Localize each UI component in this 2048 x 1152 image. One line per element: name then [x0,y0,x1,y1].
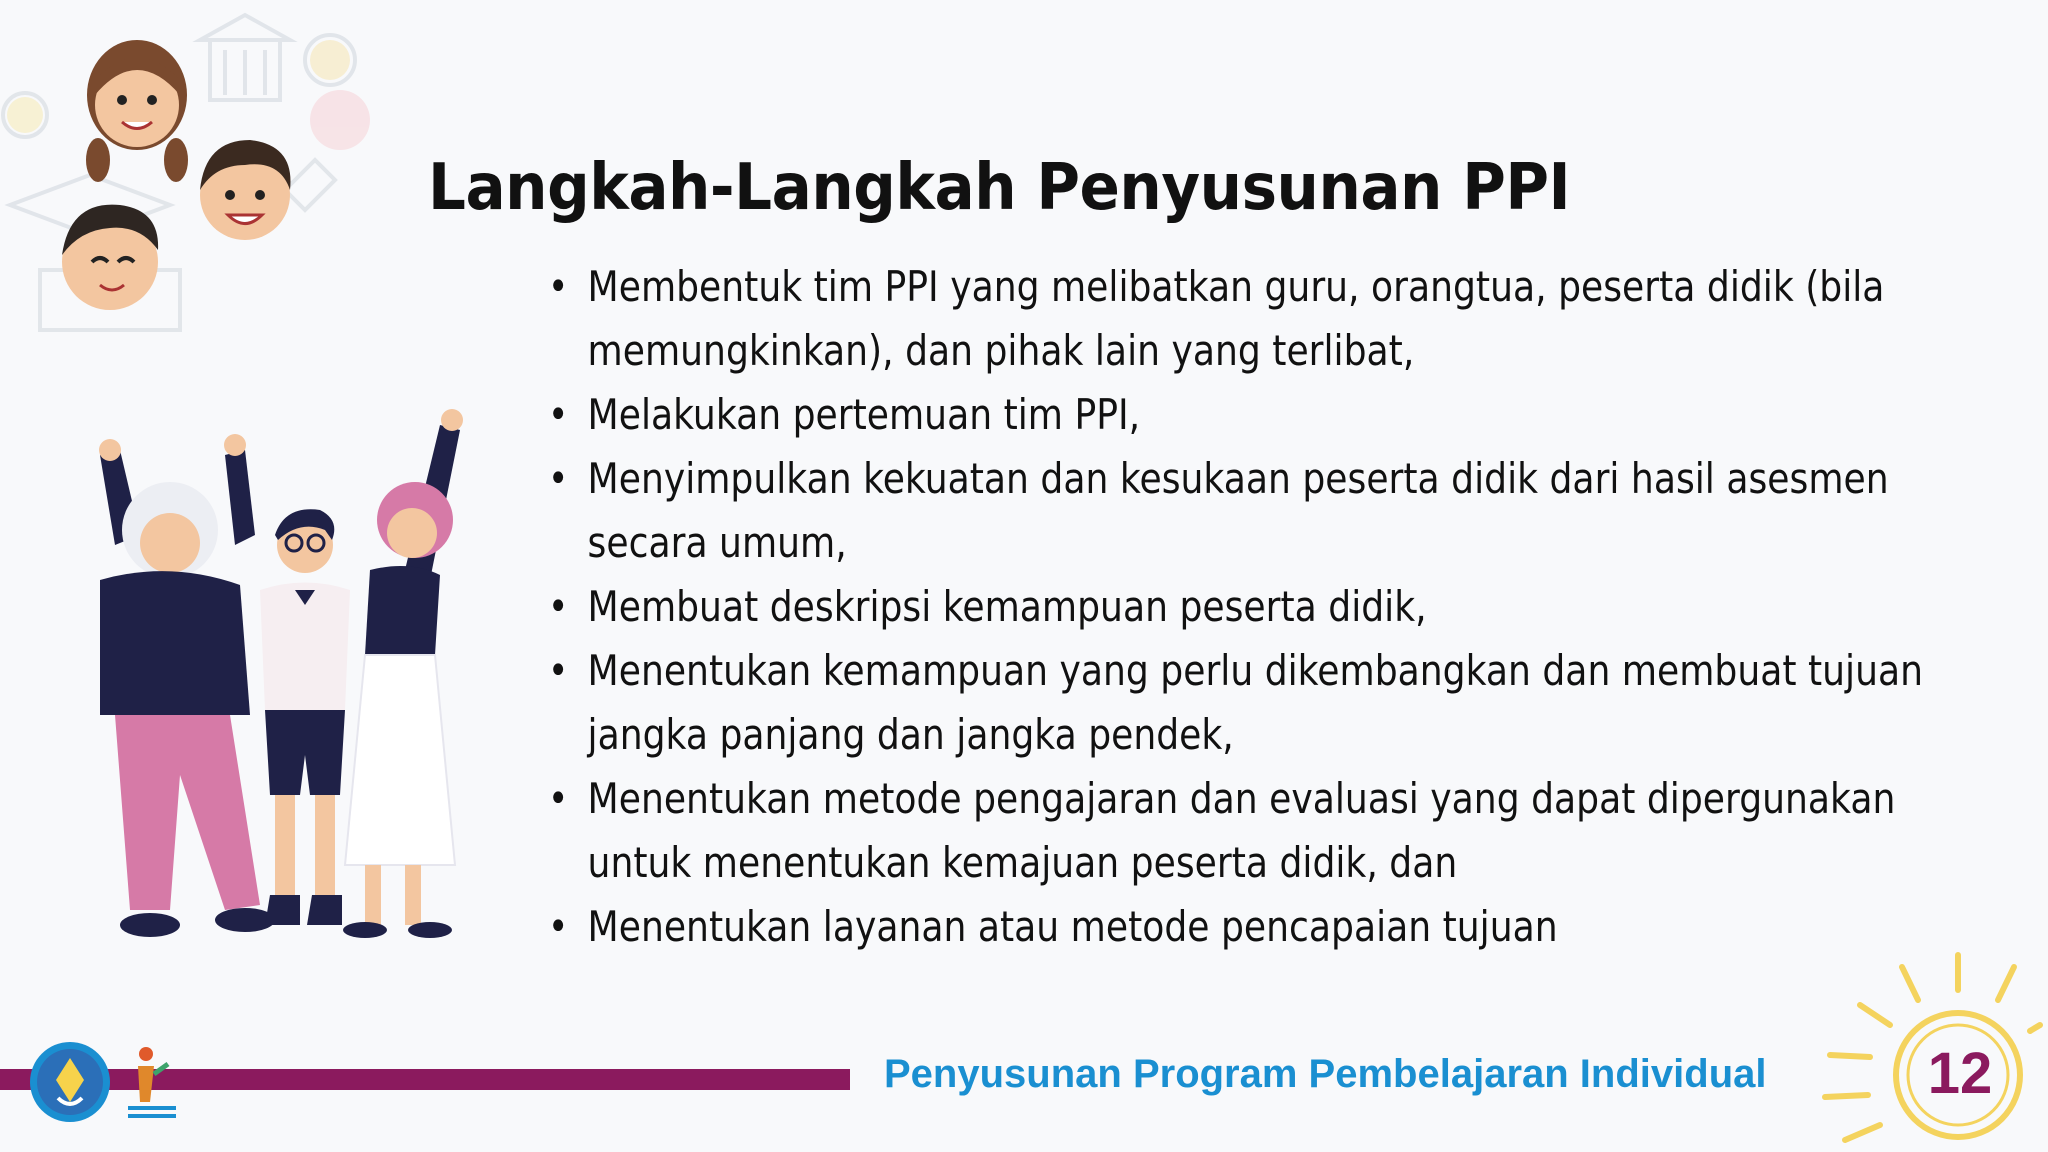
list-item [548,447,1929,575]
boy-student-figure [260,509,350,925]
bullet-icon: • [548,264,569,310]
bullet-icon: • [548,456,569,502]
bullet-icon: • [548,392,569,438]
list-item [548,255,1929,383]
list-item [548,575,1929,639]
bullet-icon: • [548,776,569,822]
bullet-icon: • [548,584,569,630]
list-item-text: Membentuk tim PPI yang melibatkan guru, orangtua, peserta didik (bila [587,262,1885,311]
slide-title: Langkah-Langkah Penyusunan PPI [428,150,1571,225]
list-item [548,767,1929,895]
woman-pink-hair-figure [343,409,463,938]
school-doodles-illustration [0,0,380,380]
list-item-text: Menyimpulkan kekuatan dan kesukaan peserta didik dari hasil asesmen [587,454,1889,503]
footer-title: Penyusunan Program Pembelajaran Individual [884,1052,1767,1096]
page-number: 12 [1927,1041,1993,1106]
bullet-icon: • [548,904,569,950]
kemdikbud-logo-icon [28,1040,112,1124]
steps-list [548,255,1924,959]
list-item-text: Menentukan kemampuan yang perlu dikembangkan dan membuat tujuan [587,646,1924,695]
list-item-text: Melakukan pertemuan tim PPI, [587,390,1141,439]
boy-face-icon [62,205,158,310]
list-item-text: untuk menentukan kemajuan peserta didik, dan [587,838,1458,887]
boy-face-icon [200,140,291,240]
list-item-text: memungkinkan), dan pihak lain yang terlibat, [587,326,1415,375]
list-item-text: Membuat deskripsi kemampuan peserta didik, [587,582,1427,631]
inclusive-logo-icon [124,1044,180,1122]
list-item-text: secara umum, [587,518,847,567]
bullet-icon: • [548,648,569,694]
list-item-text: jangka panjang dan jangka pendek, [587,710,1234,759]
woman-cheering-figure [99,434,275,937]
people-cheering-illustration [60,395,550,965]
list-item [548,383,1929,447]
list-item [548,639,1929,767]
girl-face-icon [86,40,188,182]
list-item-text: Menentukan layanan atau metode pencapaian tujuan [587,902,1558,951]
list-item [548,895,1929,959]
list-item-text: Menentukan metode pengajaran dan evaluasi yang dapat dipergunakan [587,774,1896,823]
